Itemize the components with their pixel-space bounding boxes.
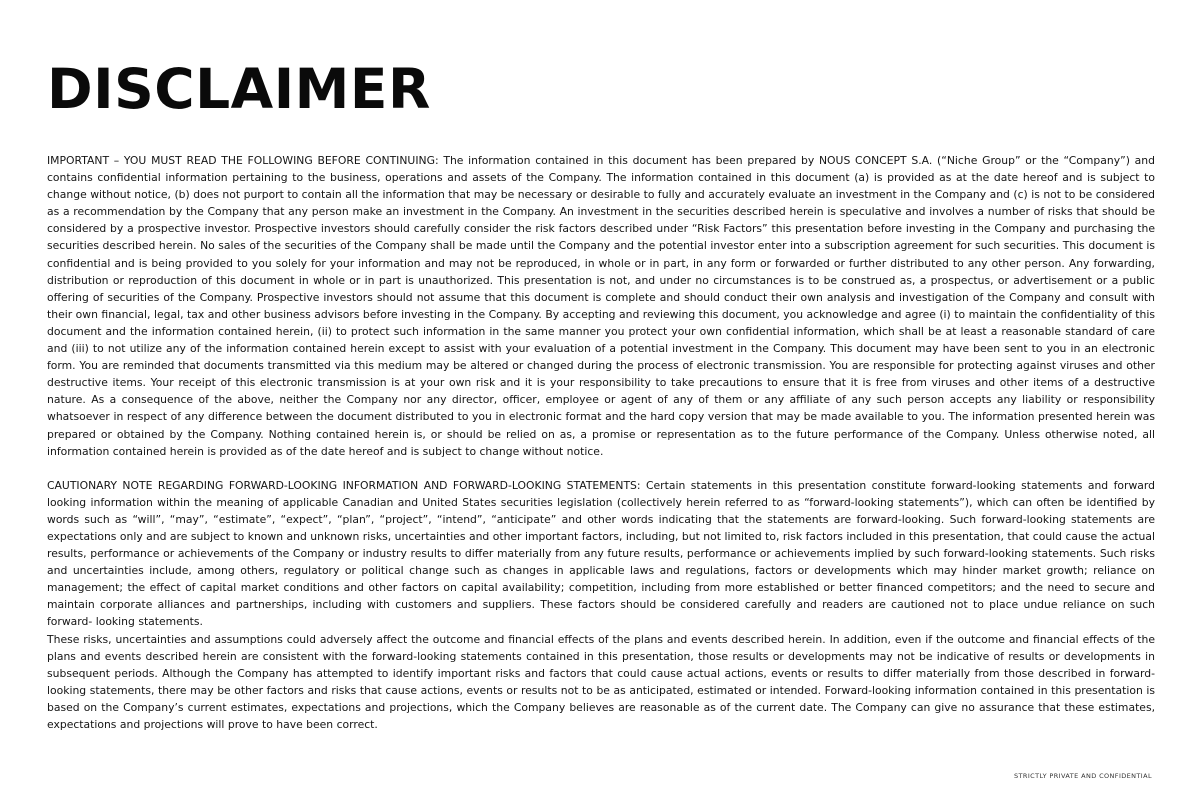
confidentiality-footer: STRICTLY PRIVATE AND CONFIDENTIAL (1014, 772, 1152, 780)
risks-paragraph: These risks, uncertainties and assumptions could adversely affect the outcome and financial effects of the plans and events described herein. In addition, even if the outcome and financial effects of the plans and events described herein are consistent with the forward-looking statements contained in this presentation, those results or developments may not be indicative of results or developments in subsequent periods. Although the Company has attempted to identify important risks and factors that could cause actual actions, events or results to differ materially from those described in forward- looking statements, there may be other factors and risks that cause actions, events or results not to be as anticipated, estimated or intended. Forward-looking information contained in this presentation is based on the Company’s current estimates, expectations and projections, which the Company believes are reasonable as of the current date. The Company can give no assurance that these estimates, expectations and projections will prove to have been correct. (47, 632, 1155, 731)
page-title: DISCLAIMER (47, 57, 431, 121)
paragraph-spacer (47, 460, 1155, 477)
disclaimer-body (47, 152, 1155, 733)
cautionary-note-paragraph: CAUTIONARY NOTE REGARDING FORWARD-LOOKING INFORMATION AND FORWARD-LOOKING STATEMENTS: Certain statements in this presentation constitute forward-looking statements and forward looking information within the meaning of applicable Canadian and United States securities legislation (collectively herein referred to as “forward-looking statements”), which can often be identified by words such as “will”, “may”, “estimate”, “expect”, “plan”, “project”, “intend”, “anticipate” and other words indicating that the statements are forward-looking. Such forward-looking statements are expectations only and are subject to known and unknown risks, uncertainties and other important factors, including, but not limited to, risk factors included in this presentation, that could cause the actual results, performance or achievements of the Company or industry results to differ materially from any future results, performance or achievements implied by such forward-looking statements. Such risks and uncertainties include, among others, regulatory or political change such as changes in applicable laws and regulations, factors or developments which may hinder market growth; reliance on management; the effect of capital market conditions and other factors on capital availability; competition, including from more established or better financed competitors; and the need to secure and maintain corporate alliances and partnerships, including with customers and suppliers. These factors should be considered carefully and readers are cautioned not to place undue reliance on such forward- looking statements. (47, 478, 1155, 629)
important-paragraph: IMPORTANT – YOU MUST READ THE FOLLOWING BEFORE CONTINUING: The information contained in this document has been prepared by NOUS CONCEPT S.A. (“Niche Group” or the “Company”) and contains confidential information pertaining to the business, operations and assets of the Company. The information contained in this document (a) is provided as at the date hereof and is subject to change without notice, (b) does not purport to contain all the information that may be necessary or desirable to fully and accurately evaluate an investment in the Company and (c) is not to be considered as a recommendation by the Company that any person make an investment in the Company. An investment in the securities described herein is speculative and involves a number of risks that should be considered by a prospective investor. Prospective investors should carefully consider the risk factors described under “Risk Factors” this presentation before investing in the Company and purchasing the securities described herein. No sales of the securities of the Company shall be made until the Company and the potential investor enter into a subscription agreement for such securities. This document is confidential and is being provided to you solely for your information and may not be reproduced, in whole or in part, in any form or forwarded or further distributed to any other person. Any forwarding, distribution or reproduction of this document in whole or in part is unauthorized. This presentation is not, and under no circumstances is to be construed as, a prospectus, or advertisement or a public offering of securities of the Company. Prospective investors should not assume that this document is complete and should conduct their own analysis and investigation of the Company and consult with their own financial, legal, tax and other business advisors before investing in the Company. By accepting and reviewing this document, you acknowledge and agree (i) to maintain the confidentiality of this document and the information contained herein, (ii) to protect such information in the same manner you protect your own confidential information, which shall be at least a reasonable standard of care and (iii) to not utilize any of the information contained herein except to assist with your evaluation of a potential investment in the Company. This document may have been sent to you in an electronic form. You are reminded that documents transmitted via this medium may be altered or changed during the process of electronic transmission. You are responsible for protecting against viruses and other destructive items. Your receipt of this electronic transmission is at your own risk and it is your responsibility to take precautions to ensure that it is free from viruses and other items of a destructive nature. As a consequence of the above, neither the Company nor any director, officer, employee or agent of any of them or any affiliate of any such person accepts any liability or responsibility whatsoever in respect of any difference between the document distributed to you in electronic format and the hard copy version that may be made available to you. The information presented herein was prepared or obtained by the Company. Nothing contained herein is, or should be relied on as, a promise or representation as to the future performance of the Company. Unless otherwise noted, all information contained herein is provided as of the date hereof and is subject to change without notice. (47, 154, 1155, 458)
document-page (47, 0, 1155, 800)
